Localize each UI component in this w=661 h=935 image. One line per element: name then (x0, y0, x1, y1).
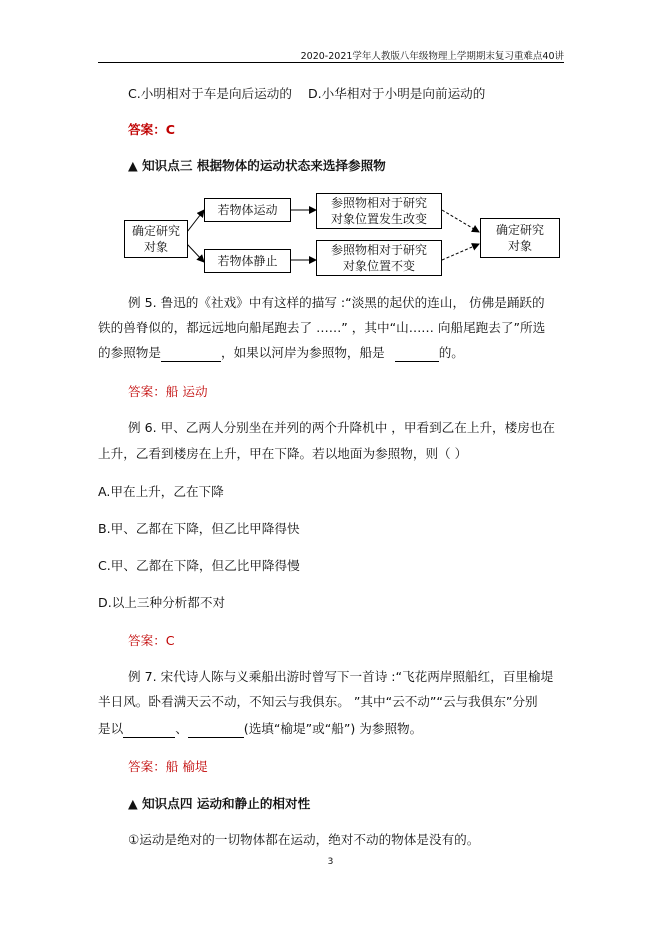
arrow-changed-to-end (442, 210, 479, 232)
ex6-line-2: 上升，乙看到楼房在上升，甲在下降。若以地面为参照物，则（ ） (98, 446, 468, 461)
ex7-line-2: 半日风。卧看满天云不动，不知云与我俱东。 ”其中“云不动”“云与我俱东”分别 (98, 694, 538, 709)
kp4-label: 知识点四 (142, 796, 193, 811)
ex5-text-c: 的。 (438, 345, 464, 360)
ex6-option-b: B.甲、乙都在下降，但乙比甲降得快 (98, 521, 300, 536)
ex5-line-2: 铁的兽脊似的，都远远地向船尾跑去了 ……” ，其中“山…… 向船尾跑去了”所选 (98, 320, 546, 335)
option-d: D.小华相对于小明是向前运动的 (307, 86, 486, 101)
ex7-line-3 (98, 721, 422, 738)
ex5-line-3 (98, 345, 464, 362)
ex6-line-1: 例 6. 甲、乙两人分别坐在并列的两个升降机中 ，甲看到乙在上升，楼房也在 (128, 420, 556, 435)
ex6-option-a: A.甲在上升，乙在下降 (98, 484, 224, 499)
diagram-still-box: 若物体静止 (204, 249, 291, 273)
kp3-title: 根据物体的运动状态来选择参照物 (196, 158, 386, 173)
ex7-text-a: 是以 (98, 721, 124, 736)
arrow-unchanged-to-end (442, 244, 479, 260)
diagram-unchanged-box (316, 240, 442, 276)
unchanged-line-2: 对象位置不变 (342, 259, 415, 273)
start-line-2: 对象 (143, 240, 168, 254)
ex6-option-d: D.以上三种分析都不对 (98, 595, 226, 610)
arrow-to-moving (187, 210, 204, 232)
option-c: C.小明相对于车是向后运动的 (128, 86, 292, 101)
page-number: 3 (327, 857, 334, 867)
triangle-icon: ▲ (128, 158, 138, 173)
kp4-title: 运动和静止的相对性 (196, 796, 311, 811)
diagram-moving-box: 若物体运动 (204, 198, 291, 222)
end-line-1: 确定研究 (495, 223, 544, 237)
end-line-2: 对象 (507, 239, 532, 253)
ex5-blank-2 (395, 345, 439, 362)
start-line-1: 确定研究 (131, 224, 180, 238)
ex7-text-b: 、 (175, 721, 188, 736)
point-1-text: 运动是绝对的一切物体都在运动，绝对不动的物体是没有的。 (139, 832, 480, 847)
ex5-text-b: ，如果以河岸为参照物，船是 (220, 345, 385, 360)
answer-7: 答案：船 榆堤 (128, 759, 208, 774)
diagram-start-box (124, 220, 188, 258)
ex5-text-a: 的参照物是 (98, 345, 161, 360)
ex7-line-1: 例 7. 宋代诗人陈与义乘船出游时曾写下一首诗 :“飞花两岸照船红，百里榆堤 (128, 669, 554, 684)
answer-5: 答案：船 运动 (128, 384, 208, 399)
answer-1: 答案：C (128, 122, 176, 137)
knowledge-point-4 (128, 796, 310, 812)
diagram-end-box (480, 218, 560, 258)
changed-line-2: 对象位置发生改变 (330, 212, 427, 226)
ex5-blank-1 (161, 345, 221, 362)
arrow-to-still (187, 244, 204, 262)
ex7-blank-1 (123, 721, 175, 738)
ex6-option-c: C.甲、乙都在下降，但乙比甲降得慢 (98, 558, 300, 573)
kp3-label: 知识点三 (142, 158, 193, 173)
page-header: 2020-2021学年人教版八年级物理上学期期末复习重难点40讲 (300, 51, 564, 62)
ex5-line-1: 例 5. 鲁迅的《社戏》中有这样的描写 :“淡黑的起伏的连山， 仿佛是踊跃的 (128, 295, 545, 310)
ex7-text-c: (选填“榆堤”或“船”) 为参照物。 (243, 721, 423, 736)
diagram-changed-box (316, 193, 442, 229)
ex7-blank-2 (188, 721, 244, 738)
circled-number-1: ① (128, 832, 140, 847)
answer-6: 答案：C (128, 633, 175, 648)
triangle-icon: ▲ (128, 796, 138, 811)
point-1 (128, 832, 479, 848)
changed-line-1: 参照物相对于研究 (330, 196, 427, 210)
unchanged-line-1: 参照物相对于研究 (330, 243, 427, 257)
